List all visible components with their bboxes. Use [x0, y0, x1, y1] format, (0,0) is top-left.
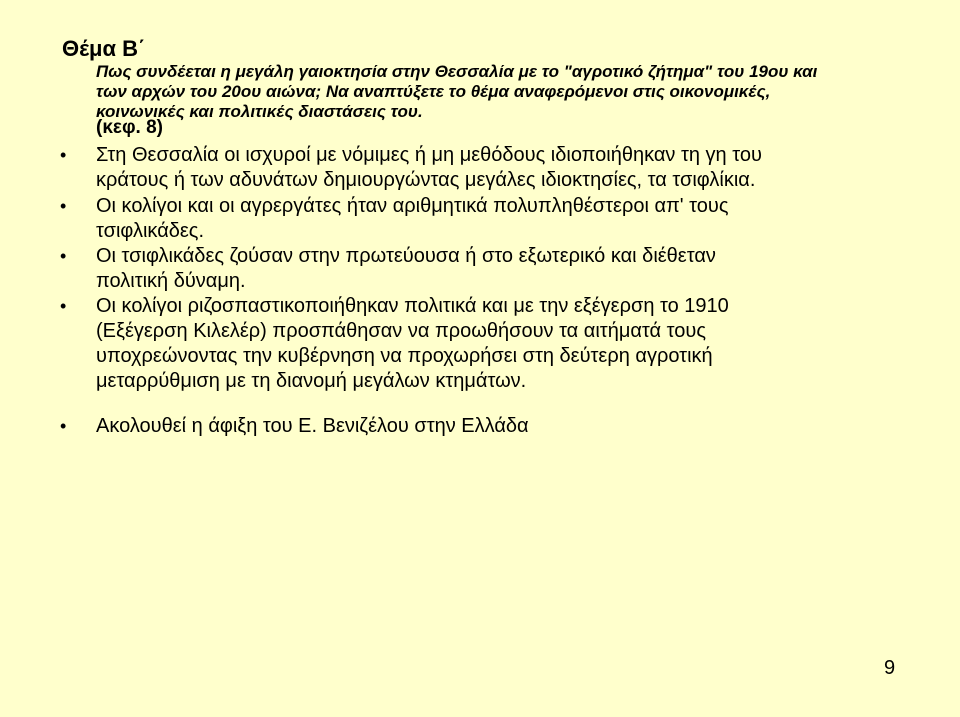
- bullet-text: [96, 244, 716, 294]
- bullet-text: [96, 414, 529, 439]
- bullet-text: [96, 194, 729, 244]
- bullet-line: Οι κολίγοι και οι αγρεργάτες ήταν αριθμητικά πολυπληθέστεροι απ' τους: [96, 195, 729, 217]
- bullet-line: Οι τσιφλικάδες ζούσαν στην πρωτεύουσα ή στο εξωτερικό και διέθεταν: [96, 245, 716, 267]
- bullet-line: μεταρρύθμιση με τη διανομή μεγάλων κτημάτων.: [96, 370, 527, 392]
- bullet-line: Ακολουθεί η άφιξη του Ε. Βενιζέλου στην Ελλάδα: [96, 415, 529, 437]
- bullet-line: πολιτική δύναμη.: [96, 270, 246, 292]
- bullet-icon: •: [60, 296, 67, 316]
- page-number: 9: [884, 657, 896, 679]
- bullet-icon: •: [60, 246, 67, 266]
- chapter-reference: (κεφ. 8): [96, 117, 163, 138]
- slide-title: Θέμα Β΄: [62, 36, 146, 61]
- bullet-line: τσιφλικάδες.: [96, 220, 204, 242]
- bullet-line: Οι κολίγοι ριζοσπαστικοποιήθηκαν πολιτικά και με την εξέγερση το 1910: [96, 295, 729, 317]
- bullet-line: κράτους ή των αδυνάτων δημιουργώντας μεγάλες ιδιοκτησίες, τα τσιφλίκια.: [96, 169, 756, 191]
- bullet-text: [96, 294, 729, 394]
- bullet-icon: •: [60, 145, 67, 165]
- question-line: Πως συνδέεται η μεγάλη γαιοκτησία στην Θεσσαλία με το "αγροτικό ζήτημα" του 19ου και: [96, 62, 818, 81]
- bullet-icon: •: [60, 416, 67, 436]
- bullet-text: [96, 143, 762, 193]
- bullet-line: Στη Θεσσαλία οι ισχυροί με νόμιμες ή μη μεθόδους ιδιοποιήθηκαν τη γη του: [96, 144, 762, 166]
- question-line: κοινωνικές και πολιτικές διαστάσεις του.: [96, 102, 423, 121]
- bullet-icon: •: [60, 196, 67, 216]
- bullet-line: (Εξέγερση Κιλελέρ) προσπάθησαν να προωθήσουν τα αιτήματά τους: [96, 320, 706, 342]
- bullet-line: υποχρεώνοντας την κυβέρνηση να προχωρήσει στη δεύτερη αγροτική: [96, 345, 713, 367]
- question-text: [96, 62, 896, 122]
- question-line: των αρχών του 20ου αιώνα; Να αναπτύξετε το θέμα αναφερόμενοι στις οικονομικές,: [96, 82, 771, 101]
